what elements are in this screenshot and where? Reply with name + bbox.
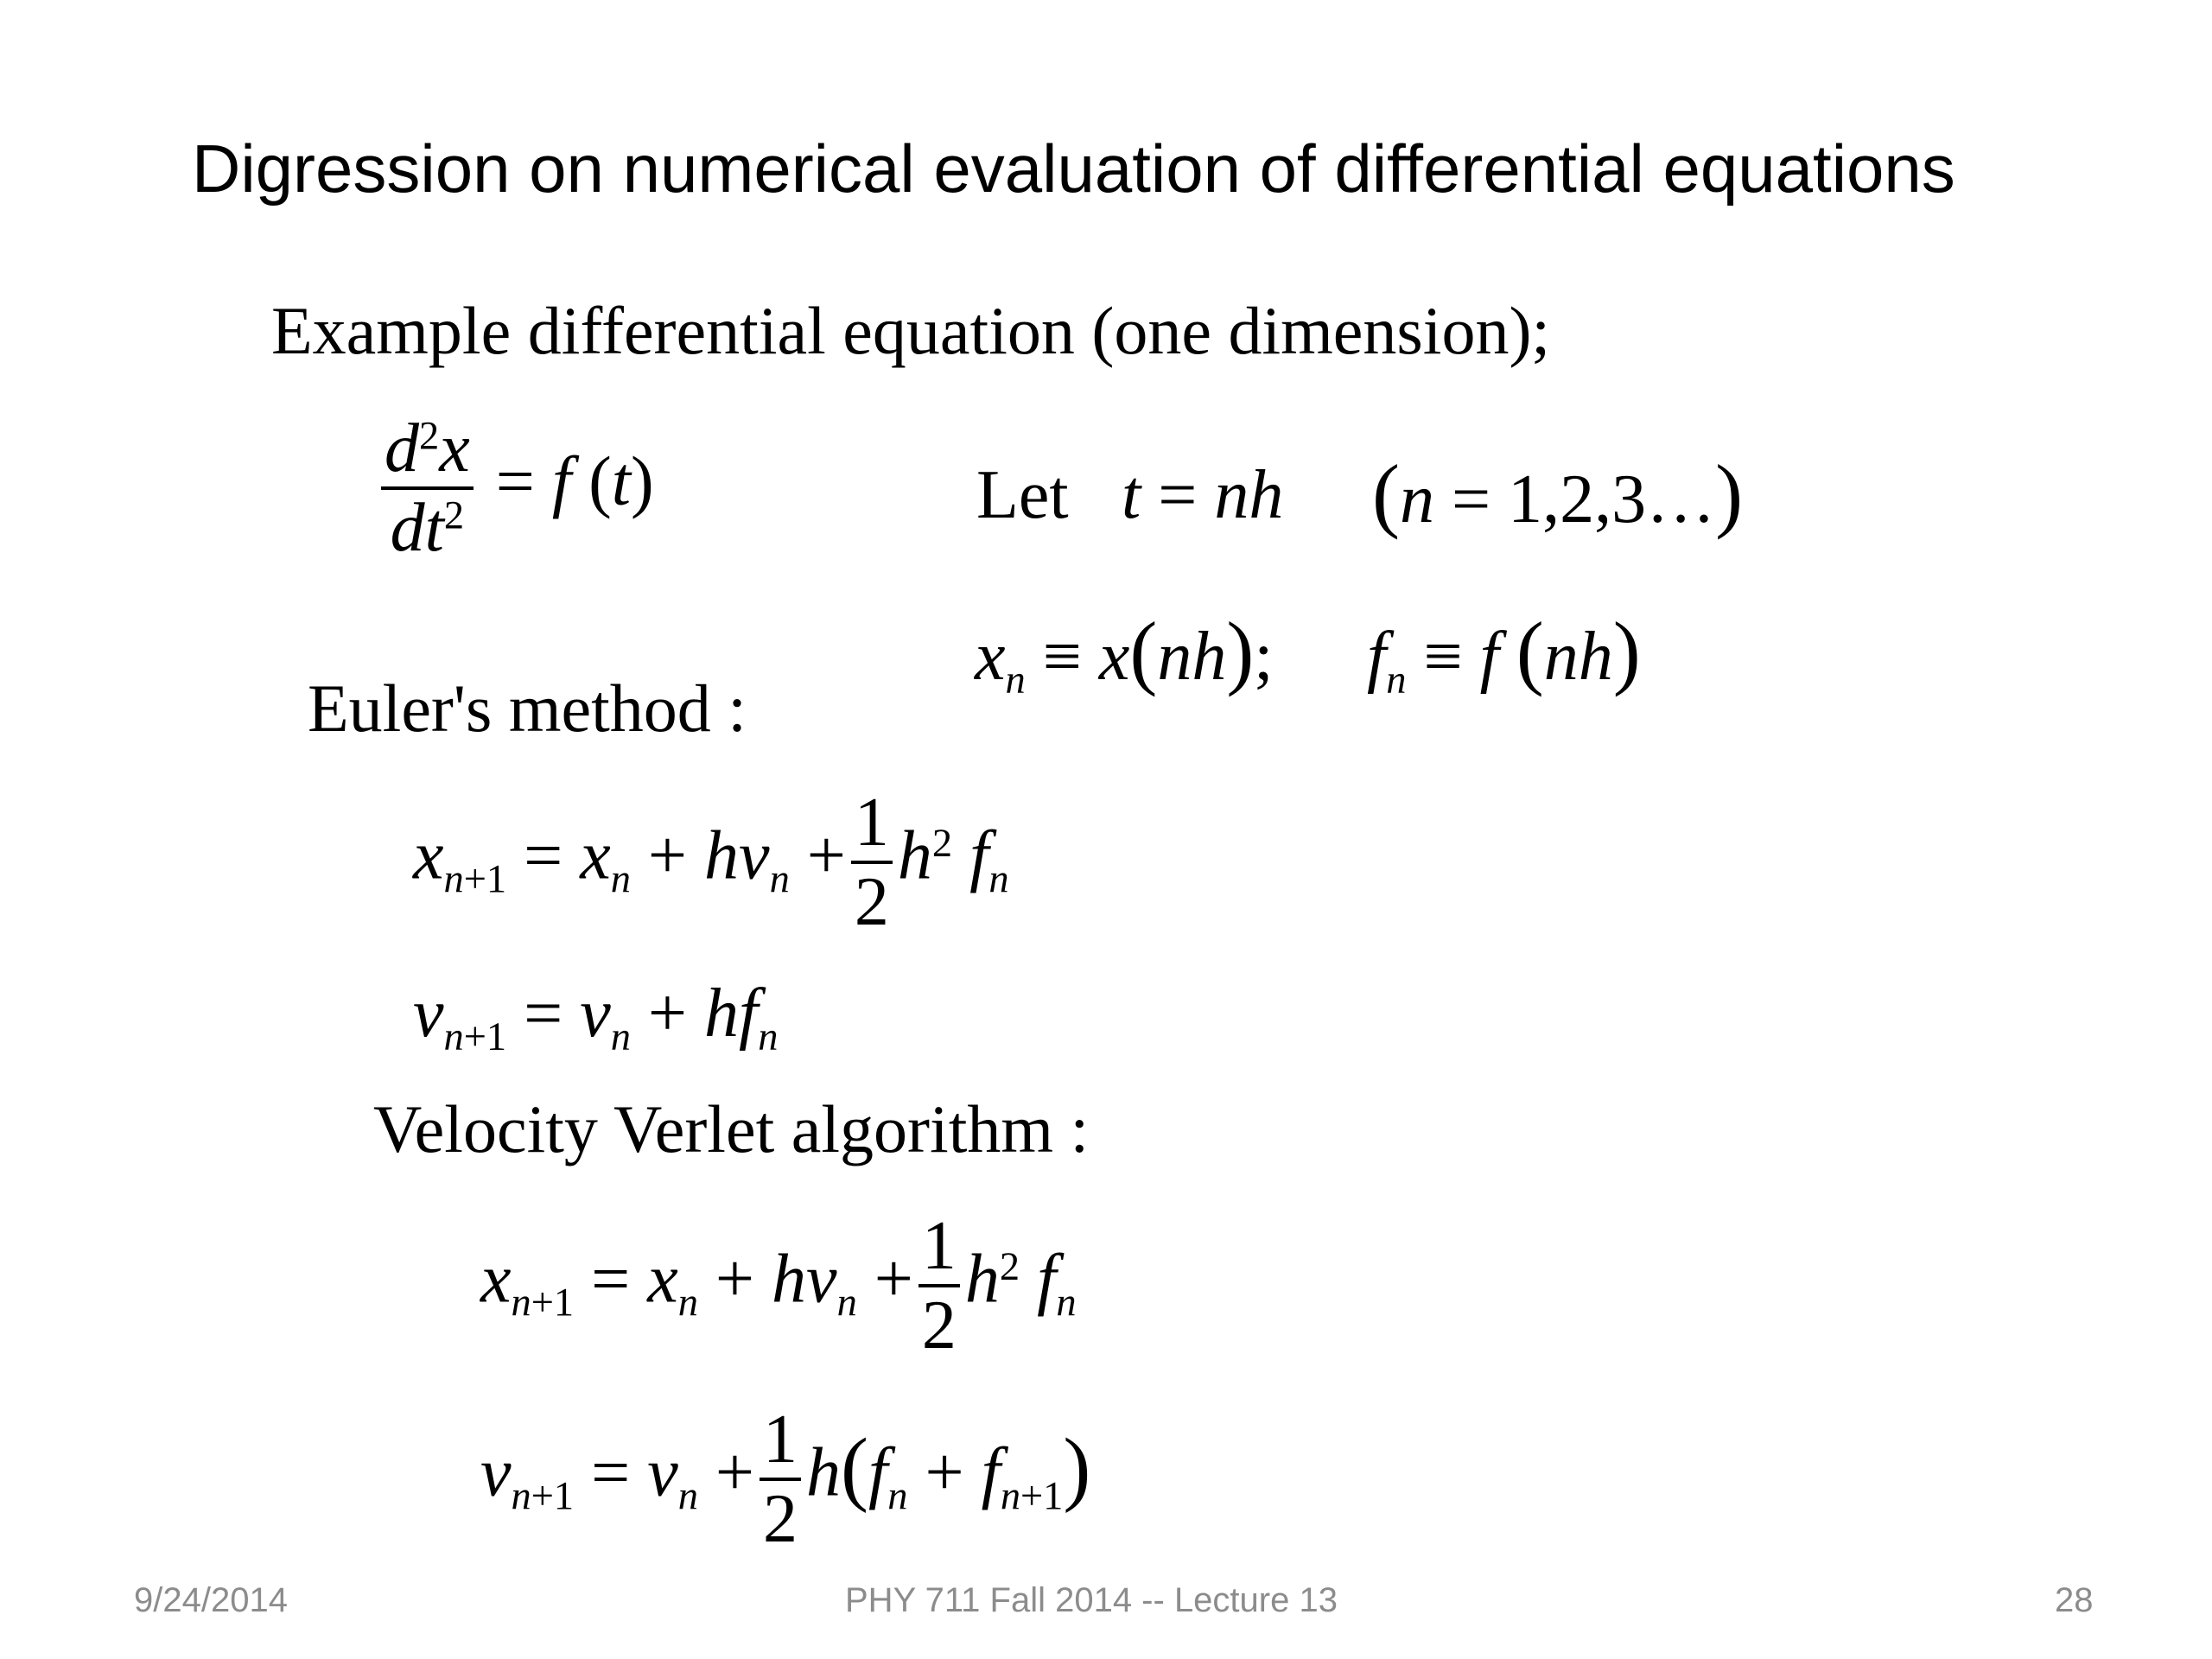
footer-page-number: 28 bbox=[2055, 1581, 2094, 1619]
let-keyword: Let bbox=[976, 457, 1069, 533]
euler-heading: Euler's method : bbox=[308, 671, 747, 746]
verlet-velocity-update: $v_{n+1} = v_n$ + $\frac{1}{2}$ $h(f_n + f_{n+1})$ bbox=[480, 1402, 1091, 1557]
verlet-position-update: $x_{n+1} = x_n + hv_n$ + $\frac{1}{2}$ $h^2$ $f_n$ bbox=[480, 1208, 1077, 1363]
euler-velocity-update: $v_{n+1} = v_n + hf_n$ bbox=[413, 976, 779, 1060]
ode-equation: $\frac{d^2x}{dt^2}$ = f (t) bbox=[376, 410, 654, 566]
slide-title: Digression on numerical evaluation of differential equations bbox=[192, 130, 1955, 207]
verlet-heading: Velocity Verlet algorithm : bbox=[373, 1091, 1090, 1166]
footer-course: PHY 711 Fall 2014 -- Lecture 13 bbox=[845, 1581, 1338, 1619]
intro-text: Example differential equation (one dimension); bbox=[271, 293, 1551, 368]
n-range: (n = 1,2,3…) bbox=[1372, 448, 1744, 540]
footer-date: 9/24/2014 bbox=[134, 1581, 288, 1619]
let-expression: t = nh bbox=[1122, 457, 1284, 533]
fn-definition: $f_n \equiv f$ (nh) bbox=[1367, 605, 1641, 703]
ode-fraction: $\frac{d^2x}{dt^2}$ bbox=[381, 410, 474, 566]
euler-position-update: $x_{n+1} = x_n + hv_n$ + $\frac{1}{2}$ $h^2$ $f_n$ bbox=[413, 785, 1009, 940]
xn-definition: $x_n \equiv x(nh)$; bbox=[975, 605, 1274, 703]
